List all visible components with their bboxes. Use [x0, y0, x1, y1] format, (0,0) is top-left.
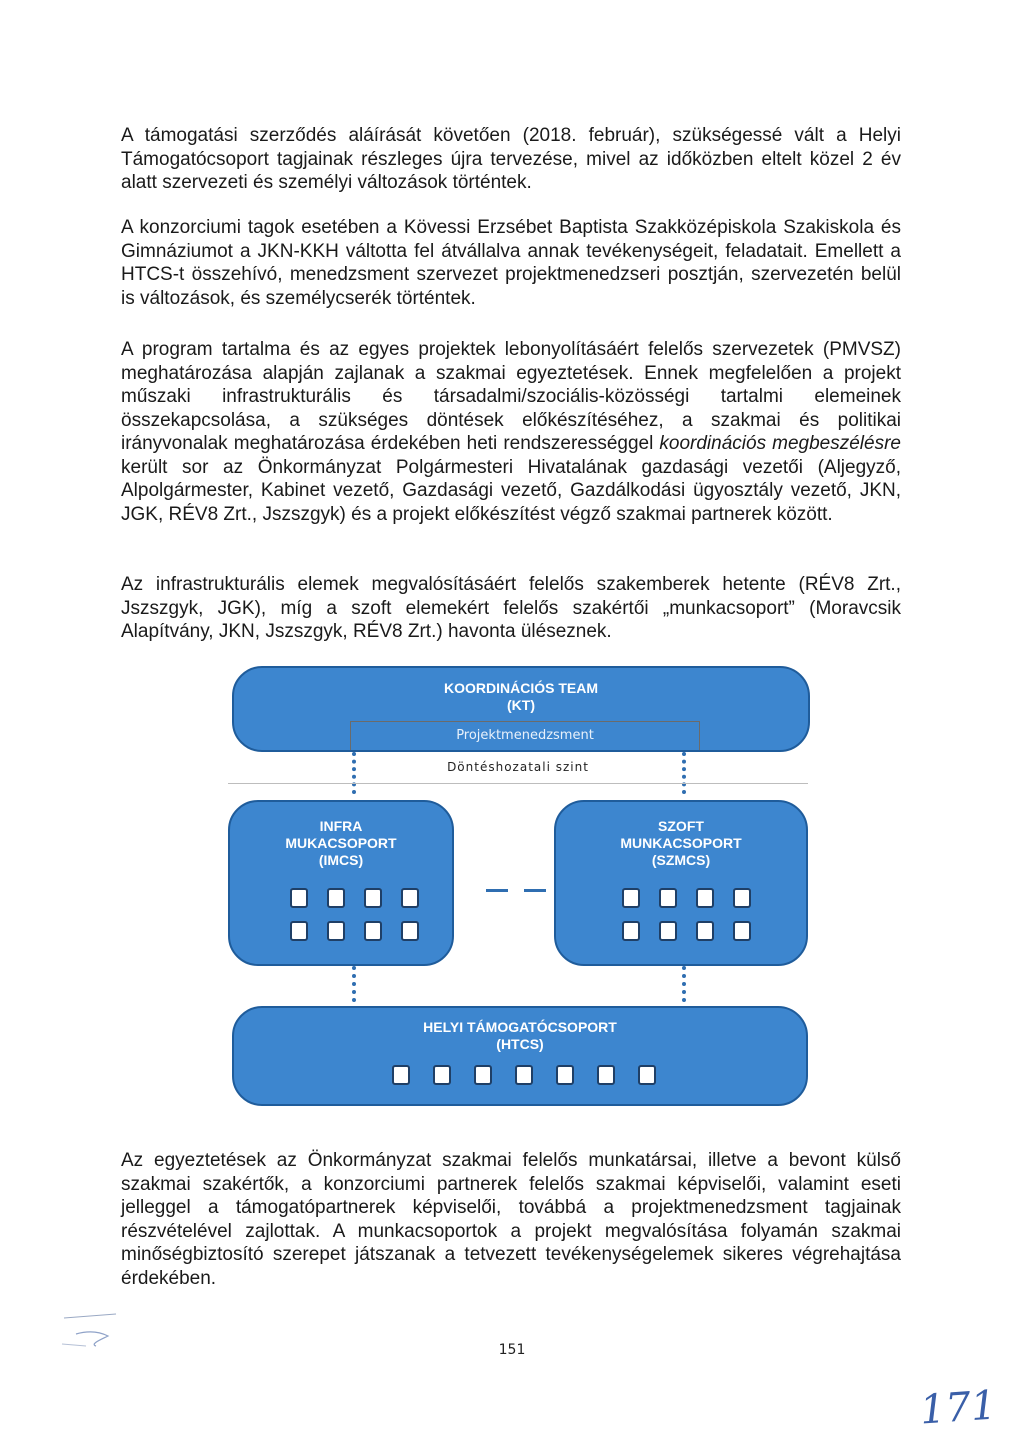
- infra-title-line1: INFRA: [319, 818, 363, 834]
- paragraph-3-emphasis: koordinációs megbeszélésre: [659, 433, 901, 454]
- infra-title-line2: MUKACSOPORT: [285, 835, 397, 851]
- szoft-title-line3: (SZMCS): [651, 852, 711, 868]
- organization-diagram: [228, 666, 808, 1106]
- member-square-icon: [515, 1065, 533, 1085]
- connector-dots-left-bottom: [352, 966, 360, 1002]
- member-square-icon: [327, 888, 345, 908]
- member-square-icon: [474, 1065, 492, 1085]
- member-square-icon: [696, 921, 714, 941]
- member-square-icon: [364, 921, 382, 941]
- infra-munkacsoport-box: [228, 800, 454, 966]
- htcs-title: [234, 1008, 806, 1053]
- htcs-title-line2: (HTCS): [496, 1036, 544, 1052]
- member-square-icon: [401, 888, 419, 908]
- kt-title: [234, 668, 808, 714]
- szoft-munkacsoport-box: [554, 800, 808, 966]
- member-square-icon: [392, 1065, 410, 1085]
- connector-dots-right-top: [682, 752, 690, 794]
- member-square-icon: [364, 888, 382, 908]
- level-divider-line: [228, 783, 808, 784]
- member-square-icon: [638, 1065, 656, 1085]
- connector-dash-left: [486, 889, 508, 892]
- connector-dash-right: [524, 889, 546, 892]
- infra-title: [230, 802, 452, 869]
- connector-dots-right-bottom: [682, 966, 690, 1002]
- paragraph-5: Az egyeztetések az Önkormányzat szakmai felelős munkatársai, illetve a bevont külső szakmai szakértők, a konzorciumi partnerek felelős szakmai képviselői, valamint eseti jelleggel a támogatópartnerek képviselői, továbbá a projektmenedzsment tagjainak részvételével zajlottak. A munkacsoportok a projekt megvalósítása folyamán szakmai minőségbiztosító szerepet játszanak a tetvezett tevékenységelemek sikeres végrehajtása érdekében.: [121, 1150, 901, 1289]
- member-square-icon: [622, 888, 640, 908]
- paragraph-2: A konzorciumi tagok esetében a Kövessi Erzsébet Baptista Szakközépiskola Szakiskola és Gimnáziumot a JKN-KKH váltotta fel átvállalva annak tevékenységeit, feladatait. Emellett a HTCS-t összehívó, menedzsment szervezet projektmenedzseri posztján, szervezetén belül is változások, és személycserék történtek.: [121, 217, 901, 309]
- member-square-icon: [433, 1065, 451, 1085]
- member-square-icon: [290, 921, 308, 941]
- member-square-icon: [401, 921, 419, 941]
- member-square-icon: [290, 888, 308, 908]
- szoft-member-grid: [622, 888, 751, 941]
- szoft-title-line1: SZOFT: [658, 818, 704, 834]
- infra-member-grid: [290, 888, 419, 941]
- member-square-icon: [622, 921, 640, 941]
- projektmenedzsment-label: Projektmenedzsment: [350, 721, 700, 750]
- connector-dots-left-top: [352, 752, 360, 794]
- member-square-icon: [696, 888, 714, 908]
- pen-scribble-mark: [56, 1300, 126, 1360]
- page-number: 151: [498, 1342, 526, 1358]
- kt-title-line1: KOORDINÁCIÓS TEAM: [444, 680, 598, 696]
- htcs-member-row: [392, 1065, 656, 1085]
- level-label: Döntéshozatali szint: [438, 760, 598, 774]
- koordinacios-team-box: [232, 666, 810, 752]
- kt-title-line2: (KT): [507, 697, 535, 713]
- paragraph-3: [121, 338, 901, 526]
- member-square-icon: [327, 921, 345, 941]
- paragraph-3-text-b: került sor az Önkormányzat Polgármesteri Hivatalának gazdasági vezetői (Aljegyző, Alpolgármester, Kabinet vezető, Gazdasági vezető, Gazdálkodási ügyosztály vezető, JKN, JGK, RÉV8 Zrt., Jszszgyk) és a projekt előkészítést végző szakmai partnerek között.: [121, 456, 901, 525]
- helyi-tamogatocsoport-box: [232, 1006, 808, 1106]
- paragraph-4: Az infrastrukturális elemek megvalósításáért felelős szakemberek hetente (RÉV8 Zrt., Jszszgyk, JGK), míg a szoft elemekért felelős szakértői „munkacsoport” (Moravcsik Alapítvány, JKN, Jszszgyk, RÉV8 Zrt.) havonta üléseznek.: [121, 574, 901, 642]
- member-square-icon: [659, 888, 677, 908]
- member-square-icon: [556, 1065, 574, 1085]
- member-square-icon: [733, 921, 751, 941]
- infra-title-line3: (IMCS): [318, 852, 364, 868]
- szoft-title-line2: MUNKACSOPORT: [620, 835, 742, 851]
- handwritten-page-number: 171: [918, 1382, 998, 1434]
- member-square-icon: [733, 888, 751, 908]
- paragraph-1: A támogatási szerződés aláírását követően (2018. február), szükségessé vált a Helyi Támogatócsoport tagjainak részleges újra tervezése, mivel az időközben eltelt közel 2 év alatt szervezeti és személyi változások történtek.: [121, 125, 901, 193]
- member-square-icon: [597, 1065, 615, 1085]
- htcs-title-line1: HELYI TÁMOGATÓCSOPORT: [423, 1019, 617, 1035]
- member-square-icon: [659, 921, 677, 941]
- paragraph-3-text-a: A program tartalma és az egyes projektek lebonyolításáért felelős szervezetek (PMVSZ) meghatározása alapján zajlanak a szakmai egyeztetések. Ennek megfelelően a projekt műszaki infrastrukturális és társadalmi/szociális-közösségi tartalmi elemeinek összekapcsolása, a szükséges döntések előkészítéséhez, a szakmai és politikai irányvonalak meghatározása érdekében heti rendszerességgel: [121, 339, 901, 454]
- szoft-title: [556, 802, 806, 869]
